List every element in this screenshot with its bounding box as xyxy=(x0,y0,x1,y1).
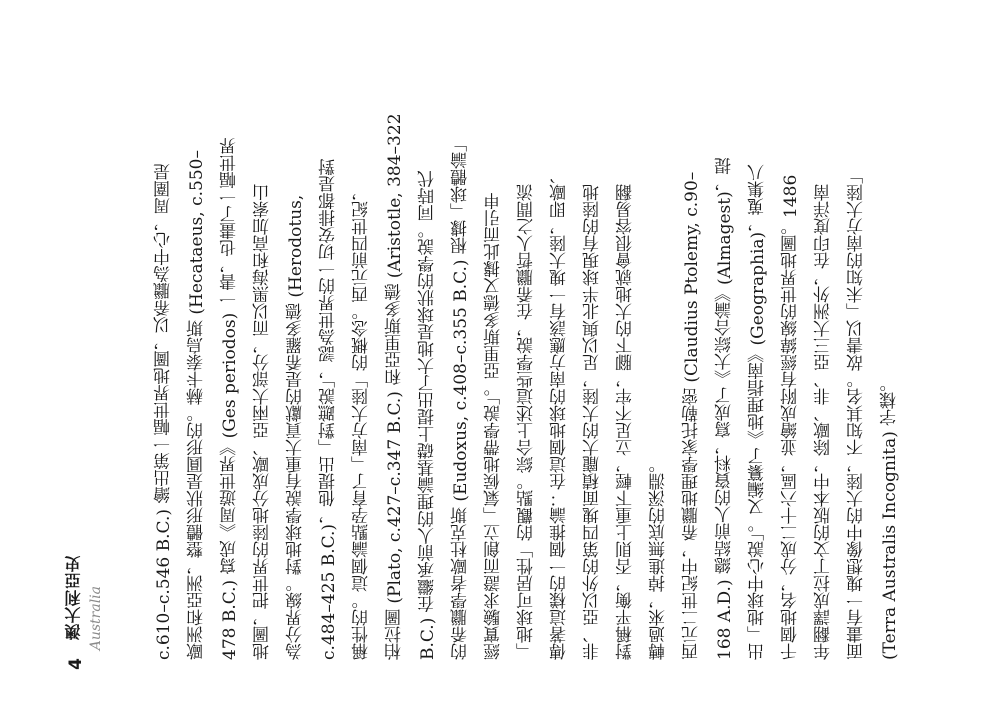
page-header xyxy=(62,40,122,680)
running-title: 澳大利亞史 xyxy=(64,555,83,640)
text-line: 為分界線。對地球學說有重大貢獻的是希羅多德 (Herodotus, xyxy=(286,194,306,660)
text-line: c.610–c.546 B.C.) 繪出第一幅世界地圖，以希臘為中心，周圍是 xyxy=(154,163,174,660)
text-line: 的希臘學者歐杜克斯 (Eudoxus, c.408–c.355 B.C.) 根據「球體論」 xyxy=(451,135,471,660)
text-line: (Terra Australis Incognita) 字樣。 xyxy=(880,374,900,660)
text-line: c.484–425 B.C.)，他提出「對蹠說」，認為世界的一切安排都是對 xyxy=(319,158,339,660)
text-line: 出「地球中心說」。又編纂了《地理指南》(Geographia)，蒐集八 xyxy=(748,163,768,660)
text-line: 「地球可居性」的觀點。綜合上述這些學說，在希臘哲人之間流 xyxy=(517,184,537,660)
text-line: B.C.) 在繼承前人的理論基礎上提出了大地是球狀的學說。同時代 xyxy=(418,170,438,660)
text-line: 千個地名，分成二十六區，並繪成附有經緯線的世界地圖。1486 xyxy=(781,174,801,660)
text-line: 478 B.C.) 寫成《周遊世界》(Ges periodos) 一書，也畫了一幅世界 xyxy=(220,137,240,660)
text-line: 非、亞以外的第四塊面積龐大的大陸，足以與北半球現有的陸地 xyxy=(583,184,603,660)
text-line: 對稱平衡，否則上重下輕，立足不牢，腳下的大地就會很容易翻 xyxy=(616,184,636,660)
text-line: 歐洲和亞洲，整體形狀是圓形的。赫卡泰烏斯 (Hecataeus, c.550– xyxy=(187,150,207,660)
text-line: 地圖，把世界的陸地分成歐、亞兩大部分，而以黑海和高加索山 xyxy=(253,184,273,660)
text-line: 轉過來，掉進無底的深淵。 xyxy=(649,456,669,660)
text-line: 經實驗求證而創立「氣候地帶學說」。亞里斯多德又據此而引申 xyxy=(484,192,504,660)
text-line: 西元二世紀中，希臘地理學家托勒密 (Claudius Ptolemy, c.90– xyxy=(682,171,702,660)
text-line: 面畫有一塊想像中的大陸，不知其名。故書以「未知的南方大陸」 xyxy=(847,167,867,660)
text-line: 稱性的。這個論點孕育了「南方大陸」的概念。西元前四世紀， xyxy=(352,184,372,660)
text-line: 168 A.D.) 總結前人的資料，寫成了《大綜合論》(Almagest)，提 xyxy=(715,157,735,660)
running-subtitle: Australia xyxy=(88,585,104,650)
text-body xyxy=(148,100,908,660)
text-line: 柏拉圖 (Plato, c.427–c.347 B.C.) 和亞里斯多德 (Aristotle, 384–322 xyxy=(385,113,405,660)
text-line: 傳著這樣的一個推論：在這個地球的南方應該有一塊大陸，即歐、 xyxy=(550,167,570,660)
text-line: 年翻譯成拉丁文的版本中，除歐、非、亞三大洲外，在印度洋南 xyxy=(814,184,834,660)
page-number: 4 xyxy=(66,658,86,670)
